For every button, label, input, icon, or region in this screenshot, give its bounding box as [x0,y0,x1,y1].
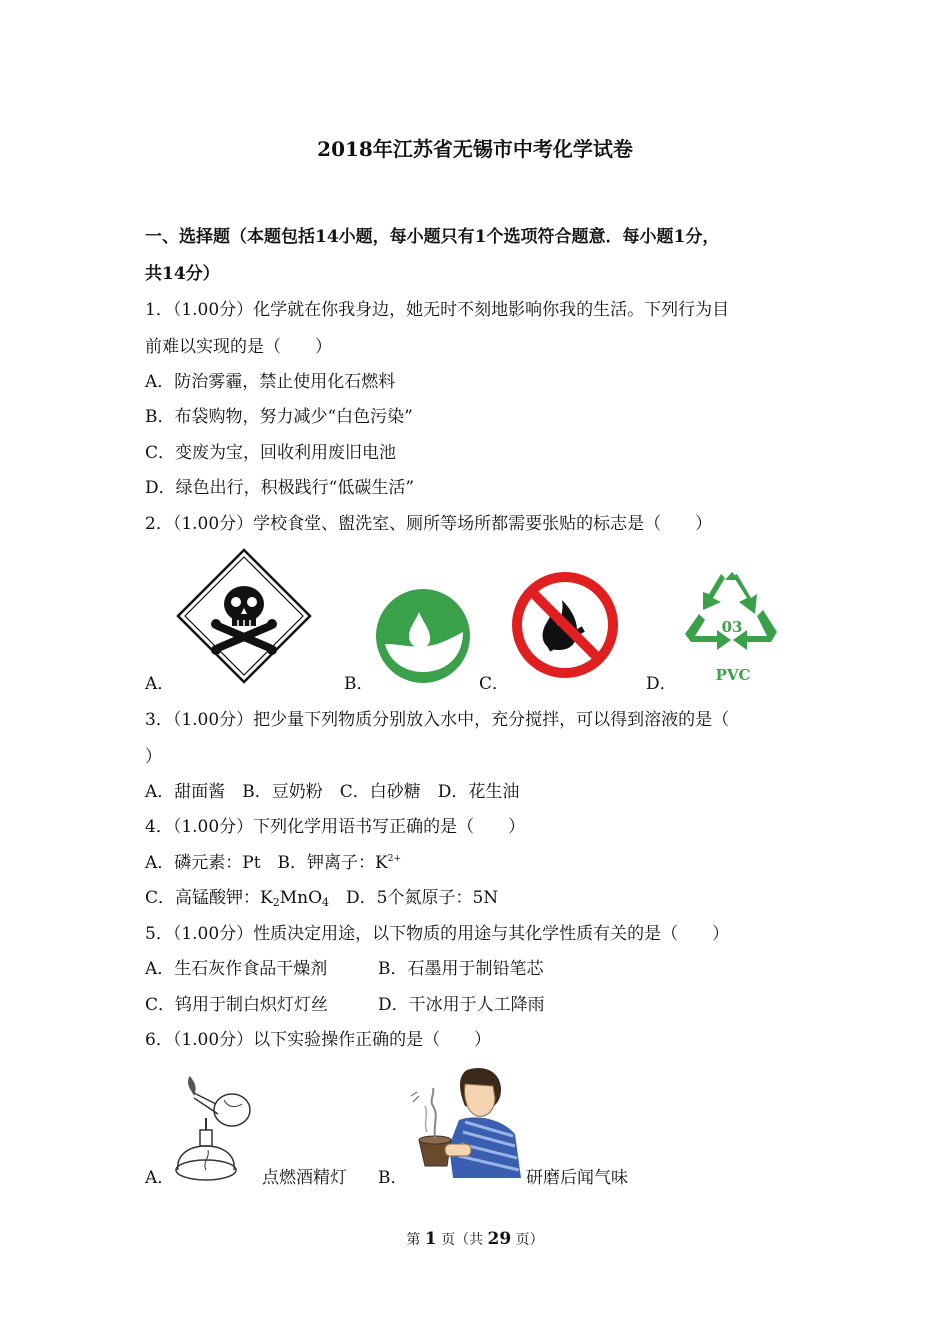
footer-mid: 页（共 [441,1232,484,1248]
q1-option-a: A．防治雾霾，禁止使用化石燃料 [145,372,396,392]
q1-stem-line2: 前难以实现的是（ ） [145,337,332,357]
page-footer [0,1229,950,1249]
q1-option-d: D．绿色出行，积极践行“低碳生活” [145,478,415,498]
footer-total-pages: 29 [487,1229,512,1249]
q4-options-ab [145,848,401,873]
q3-stem-line1: 3．（1.00分）把少量下列物质分别放入水中，充分搅拌，可以得到溶液的是（ [145,710,730,730]
recycle-label: PVC [715,666,751,684]
q5-option-c: C．钨用于制白炽灯灯丝 [145,995,329,1015]
toxic-sign-icon [176,548,312,684]
recycle-pvc-icon [677,570,787,685]
q4-stem: 4．（1.00分）下列化学用语书写正确的是（ ） [145,817,526,837]
q1-stem-line1: 1．（1.00分）化学就在你我身边，她无时不刻地影响你我的生活。下列行为目 [145,300,730,320]
q2-label-c: C． [479,674,510,694]
q4-cd-mid: MnO [279,888,323,908]
smell-test-icon [405,1062,525,1178]
q3-stem-line2: ） [145,747,162,767]
q6-caption-b: 研磨后闻气味 [526,1168,628,1188]
q2-label-a: A． [145,674,175,694]
q4-cd-pre: C．高锰酸钾：K [145,888,273,908]
no-fire-icon [510,570,620,680]
q2-label-b: B． [344,674,374,694]
recycle-code: 03 [721,618,743,636]
q3-options: A．甜面酱 B．豆奶粉 C．白砂糖 D．花生油 [145,782,520,802]
q2-stem: 2．（1.00分）学校食堂、盥洗室、厕所等场所都需要张贴的标志是（ ） [145,514,713,534]
q4-options-cd [145,883,498,909]
q5-stem: 5．（1.00分）性质决定用途，以下物质的用途与其化学性质有关的是（ ） [145,924,730,944]
q4-ab-text: A．磷元素：Pt B．钾离子：K [145,853,388,873]
q4-sub-1: 2 [272,896,280,909]
q4-sub-2: 4 [322,896,330,909]
section-heading-line1: 一、选择题（本题包括14小题，每小题只有1个选项符合题意．每小题1分， [145,227,720,247]
q4-cd-post: D．5个氮原子：5N [329,888,499,908]
q6-label-b: B． [378,1168,408,1188]
q5-option-a: A．生石灰作食品干燥剂 [145,959,328,979]
footer-page-number: 1 [424,1229,437,1249]
q2-label-d: D． [646,674,677,694]
footer-pre: 第 [406,1232,421,1248]
alcohol-lamp-icon [172,1074,262,1184]
q1-option-b: B．布袋购物，努力减少“白色污染” [145,407,413,427]
page-title: 2018年江苏省无锡市中考化学试卷 [317,137,633,161]
q5-option-b: B．石墨用于制铅笔芯 [378,959,544,979]
q5-option-d: D．干冰用于人工降雨 [378,995,545,1015]
footer-post: 页） [515,1232,544,1248]
q6-stem: 6．（1.00分）以下实验操作正确的是（ ） [145,1030,492,1050]
water-saving-icon [375,588,471,684]
q1-option-c: C．变废为宝，回收利用废旧电池 [145,443,397,463]
section-heading-line2: 共14分） [145,264,220,284]
q6-label-a: A． [145,1168,175,1188]
q6-caption-a: 点燃酒精灯 [262,1168,347,1188]
q4-ion-charge: 2+ [387,854,402,864]
